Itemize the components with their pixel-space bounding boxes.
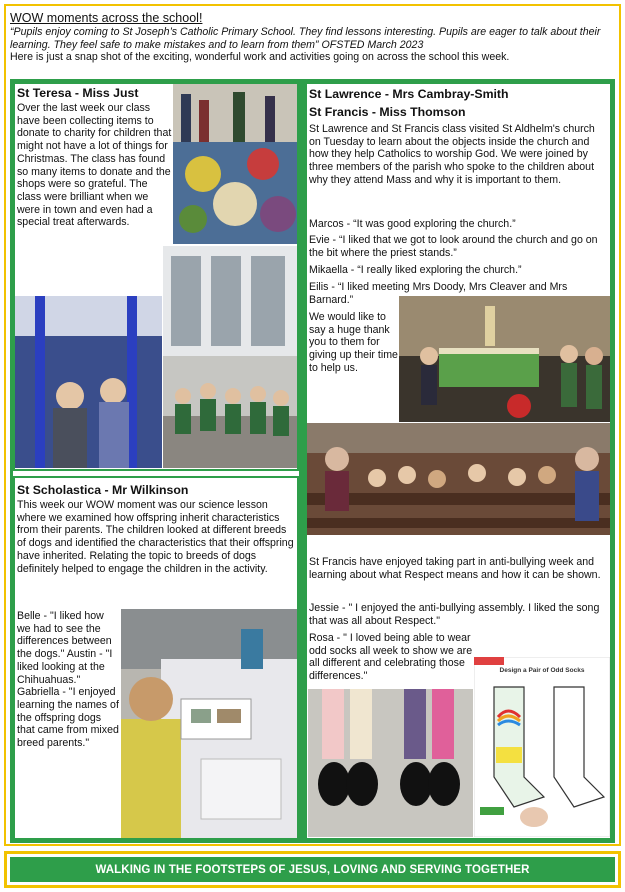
quote-rosa: Rosa - " I loved being able to wear odd socks all week to show we are all different and celebrating those differences." (309, 632, 473, 683)
intro-text: Here is just a snap shot of the exciting, wonderful work and activities going on across the school this week. (10, 51, 510, 64)
shop-visit-photo (15, 296, 162, 468)
teresa-body: Over the last week our class have been collecting items to donate to charity for children that might not have a lot of things for Christmas. The class has found so many items to donate and the shops were so grateful. The class were brilliant when we were in town and even had a special treat afterwards. (17, 102, 172, 229)
lawrence-heading: St Lawrence - Mrs Cambray-Smith (309, 87, 509, 101)
francis-heading: St Francis - Miss Thomson (309, 105, 466, 119)
thank-you-text: We would like to say a huge thank you to them for giving up their time to help us. (309, 311, 398, 374)
church-pews-photo (307, 423, 610, 535)
quote-jessie: Jessie - " I enjoyed the anti-bullying assembly. I liked the song that was all about Respect." (309, 602, 600, 627)
school-motto: WALKING IN THE FOOTSTEPS OF JESUS, LOVING AND SERVING TOGETHER (10, 857, 615, 882)
newsletter-header (10, 11, 614, 64)
sock-sheet-title: Design a Pair of Odd Socks (499, 667, 585, 674)
ofsted-quote: “Pupils enjoy coming to St Joseph’s Catholic Primary School. They find lessons interesting. Pupils are eager to talk about their learning. They feel safe to make mistakes and to learn from them” OFSTED March 2023 (10, 26, 601, 51)
quote-mikaella: Mikaella - “I really liked exploring the church.” (309, 264, 522, 276)
teresa-heading: St Teresa - Miss Just (17, 86, 139, 100)
page-title: WOW moments across the school! (10, 11, 203, 25)
donations-photo (173, 84, 297, 244)
scholastica-quotes: Belle - "I liked how we had to see the differences between the dogs." Austin - "I liked looking at the Chihuahuas." Gabriella - "I enjoyed learning the names of the offspring dogs that came from mixed breed parents." (17, 610, 119, 750)
shopfront-photo (163, 246, 297, 468)
footer-banner (4, 851, 621, 888)
sock-design-photo (474, 657, 610, 837)
anti-bullying-text: St Francis have enjoyed taking part in anti-bullying week and learning about what Respect means and how it can be shown. (309, 556, 601, 581)
scholastica-heading: St Scholastica - Mr Wilkinson (17, 483, 189, 497)
odd-socks-photo (308, 689, 473, 837)
church-altar-photo (399, 296, 610, 422)
science-lesson-photo (121, 609, 297, 838)
quote-evie: Evie - “I liked that we got to look around the church and go on the bit where the priest stands.” (309, 234, 598, 259)
scholastica-body: This week our WOW moment was our science lesson where we examined how offspring inherit characteristics from their parents. The children looked at different breeds of dogs and identified the characteristics that their offspring have inherited. Relating the topic to breeds of dogs definitely helped to engage the children in the activity. (17, 499, 294, 575)
quote-eilis: Eilis - “I liked meeting Mrs Doody, Mrs Cleaver and Mrs Barnard.” (309, 281, 568, 306)
quote-marcos: Marcos - “It was good exploring the church.” (309, 218, 516, 230)
church-visit-body: St Lawrence and St Francis class visited St Aldhelm's church on Tuesday to learn about the objects inside the church and how they help Catholics to worship God. We were joined by three members of the parish who spoke to the children about why they attend Mass and why it is important to them. (309, 123, 595, 186)
